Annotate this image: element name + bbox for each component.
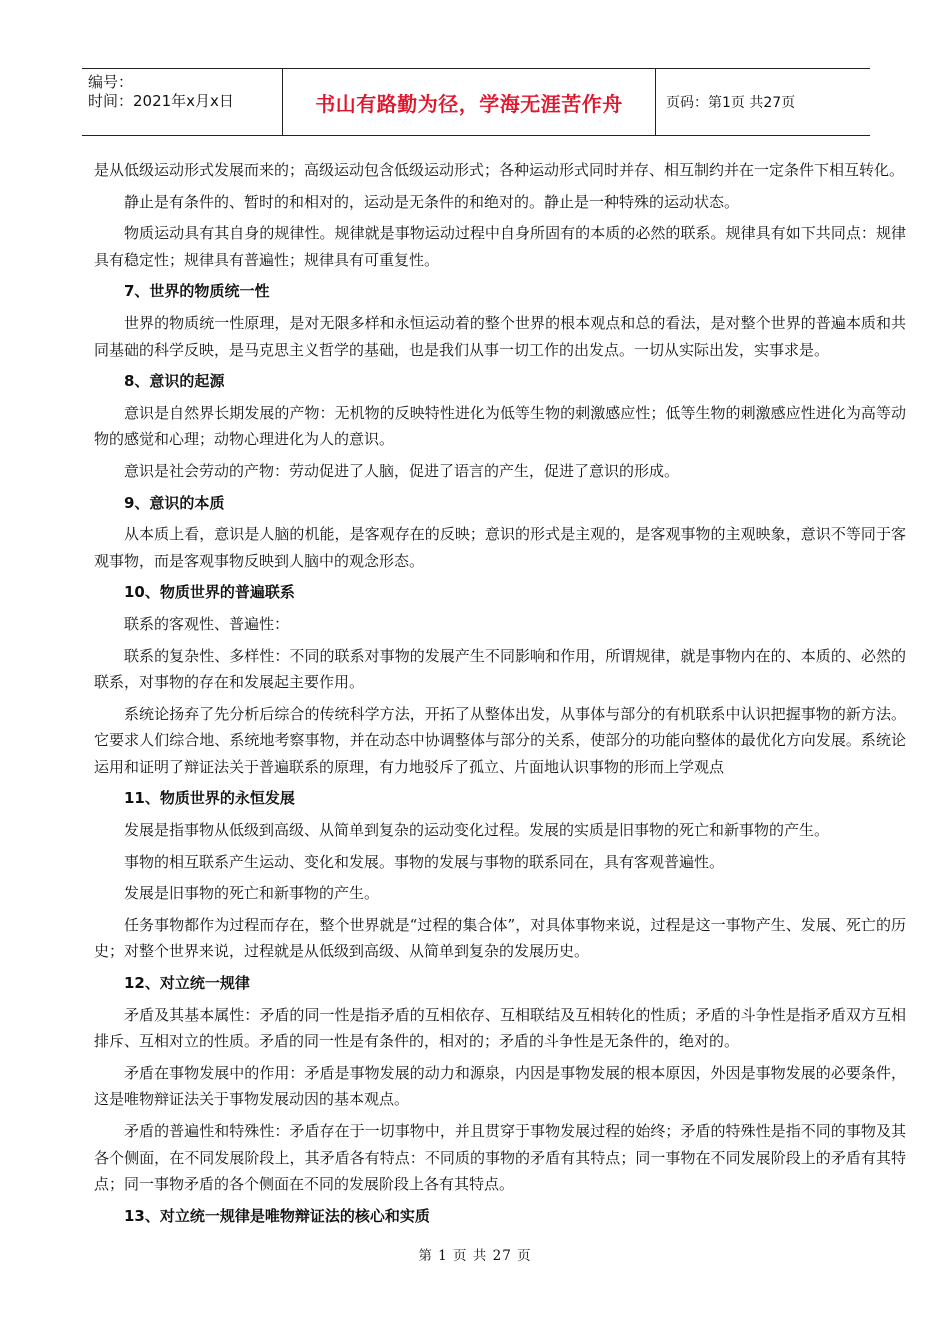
paragraph: 联系的客观性、普遍性： xyxy=(124,614,290,633)
paragraph: 矛盾的普遍性和特殊性：矛盾存在于一切事物中，并且贯穿于事物发展过程的始终；矛盾的特殊性是指不同的事物及其各个侧面，在不同发展阶段上，其矛盾各有特点：不同质的事物的矛盾有其特点；同一事物在不同发展阶段上的矛盾有其特点；同一事物矛盾的各个侧面在不同的发展阶段上各有其特点。 xyxy=(94,1122,906,1194)
paragraph: 发展是指事物从低级到高级、从简单到复杂的运动变化过程。发展的实质是旧事物的死亡和新事物的产生。 xyxy=(124,821,830,840)
document-date: 时间：2021年x月x日 xyxy=(88,92,234,110)
paragraph: 系统论扬弃了先分析后综合的传统科学方法，开拓了从整体出发，从事体与部分的有机联系中认识把握事物的新方法。它要求人们综合地、系统地考察事物，并在动态中协调整体与部分的关系，使部分的功能向整体的最优化方向发展。系统论运用和证明了辩证法关于普遍联系的原理，有力地驳斥了孤立、片面地认识事物的形而上学观点 xyxy=(94,704,906,776)
paragraph: 矛盾在事物发展中的作用：矛盾是事物发展的动力和源泉，内因是事物发展的根本原因，外因是事物发展的必要条件，这是唯物辩证法关于事物发展动因的基本观点。 xyxy=(94,1063,906,1109)
document-number-label: 编号： xyxy=(88,73,134,91)
paragraph: 事物的相互联系产生运动、变化和发展。事物的发展与事物的联系同在，具有客观普遍性。 xyxy=(124,852,725,871)
page-header xyxy=(82,68,870,136)
header-page-info: 页码：第1页 共27页 xyxy=(666,95,796,111)
document-body xyxy=(94,157,906,1234)
section-heading-9: 9、意识的本质 xyxy=(124,493,225,512)
paragraph: 意识是社会劳动的产物：劳动促进了人脑，促进了语言的产生，促进了意识的形成。 xyxy=(124,461,680,480)
paragraph: 联系的复杂性、多样性：不同的联系对事物的发展产生不同影响和作用，所谓规律，就是事物内在的、本质的、必然的联系，对事物的存在和发展起主要作用。 xyxy=(94,646,906,692)
section-heading-12: 12、对立统一规律 xyxy=(124,974,250,993)
paragraph: 发展是旧事物的死亡和新事物的产生。 xyxy=(124,884,380,903)
section-heading-7: 7、世界的物质统一性 xyxy=(124,282,270,301)
paragraph: 世界的物质统一性原理，是对无限多样和永恒运动着的整个世界的根本观点和总的看法，是对整个世界的普遍本质和共同基础的科学反映，是马克思主义哲学的基础，也是我们从事一切工作的出发点。一切从实际出发，实事求是。 xyxy=(94,313,906,359)
paragraph: 任务事物都作为过程而存在，整个世界就是“过程的集合体”，对具体事物来说，过程是这一事物产生、发展、死亡的历史；对整个世界来说，过程就是从低级到高级、从简单到复杂的发展历史。 xyxy=(94,915,906,961)
section-heading-8: 8、意识的起源 xyxy=(124,372,225,391)
section-heading-13: 13、对立统一规律是唯物辩证法的核心和实质 xyxy=(124,1206,430,1225)
section-heading-10: 10、物质世界的普遍联系 xyxy=(124,583,295,602)
paragraph: 是从低级运动形式发展而来的；高级运动包含低级运动形式；各种运动形式同时并存、相互制约并在一定条件下相互转化。 xyxy=(94,161,905,179)
paragraph: 矛盾及其基本属性：矛盾的同一性是指矛盾的互相依存、互相联结及互相转化的性质；矛盾的斗争性是指矛盾双方互相排斥、互相对立的性质。矛盾的同一性是有条件的，相对的；矛盾的斗争性是无条件的，绝对的。 xyxy=(94,1005,906,1051)
header-motto: 书山有路勤为径，学海无涯苦作舟 xyxy=(282,69,656,135)
paragraph: 从本质上看，意识是人脑的机能，是客观存在的反映；意识的形式是主观的，是客观事物的主观映象，意识不等同于客观事物，而是客观事物反映到人脑中的观念形态。 xyxy=(94,525,906,570)
paragraph: 意识是自然界长期发展的产物：无机物的反映特性进化为低等生物的刺激感应性；低等生物的刺激感应性进化为高等动物的感觉和心理；动物心理进化为人的意识。 xyxy=(94,403,906,449)
paragraph: 物质运动具有其自身的规律性。规律就是事物运动过程中自身所固有的本质的必然的联系。规律具有如下共同点：规律具有稳定性；规律具有普遍性；规律具有可重复性。 xyxy=(94,224,906,269)
paragraph: 静止是有条件的、暂时的和相对的，运动是无条件的和绝对的。静止是一种特殊的运动状态。 xyxy=(124,192,740,211)
page-footer: 第 1 页 共 27 页 xyxy=(418,1248,532,1264)
section-heading-11: 11、物质世界的永恒发展 xyxy=(124,789,295,808)
header-meta-cell xyxy=(82,69,282,135)
